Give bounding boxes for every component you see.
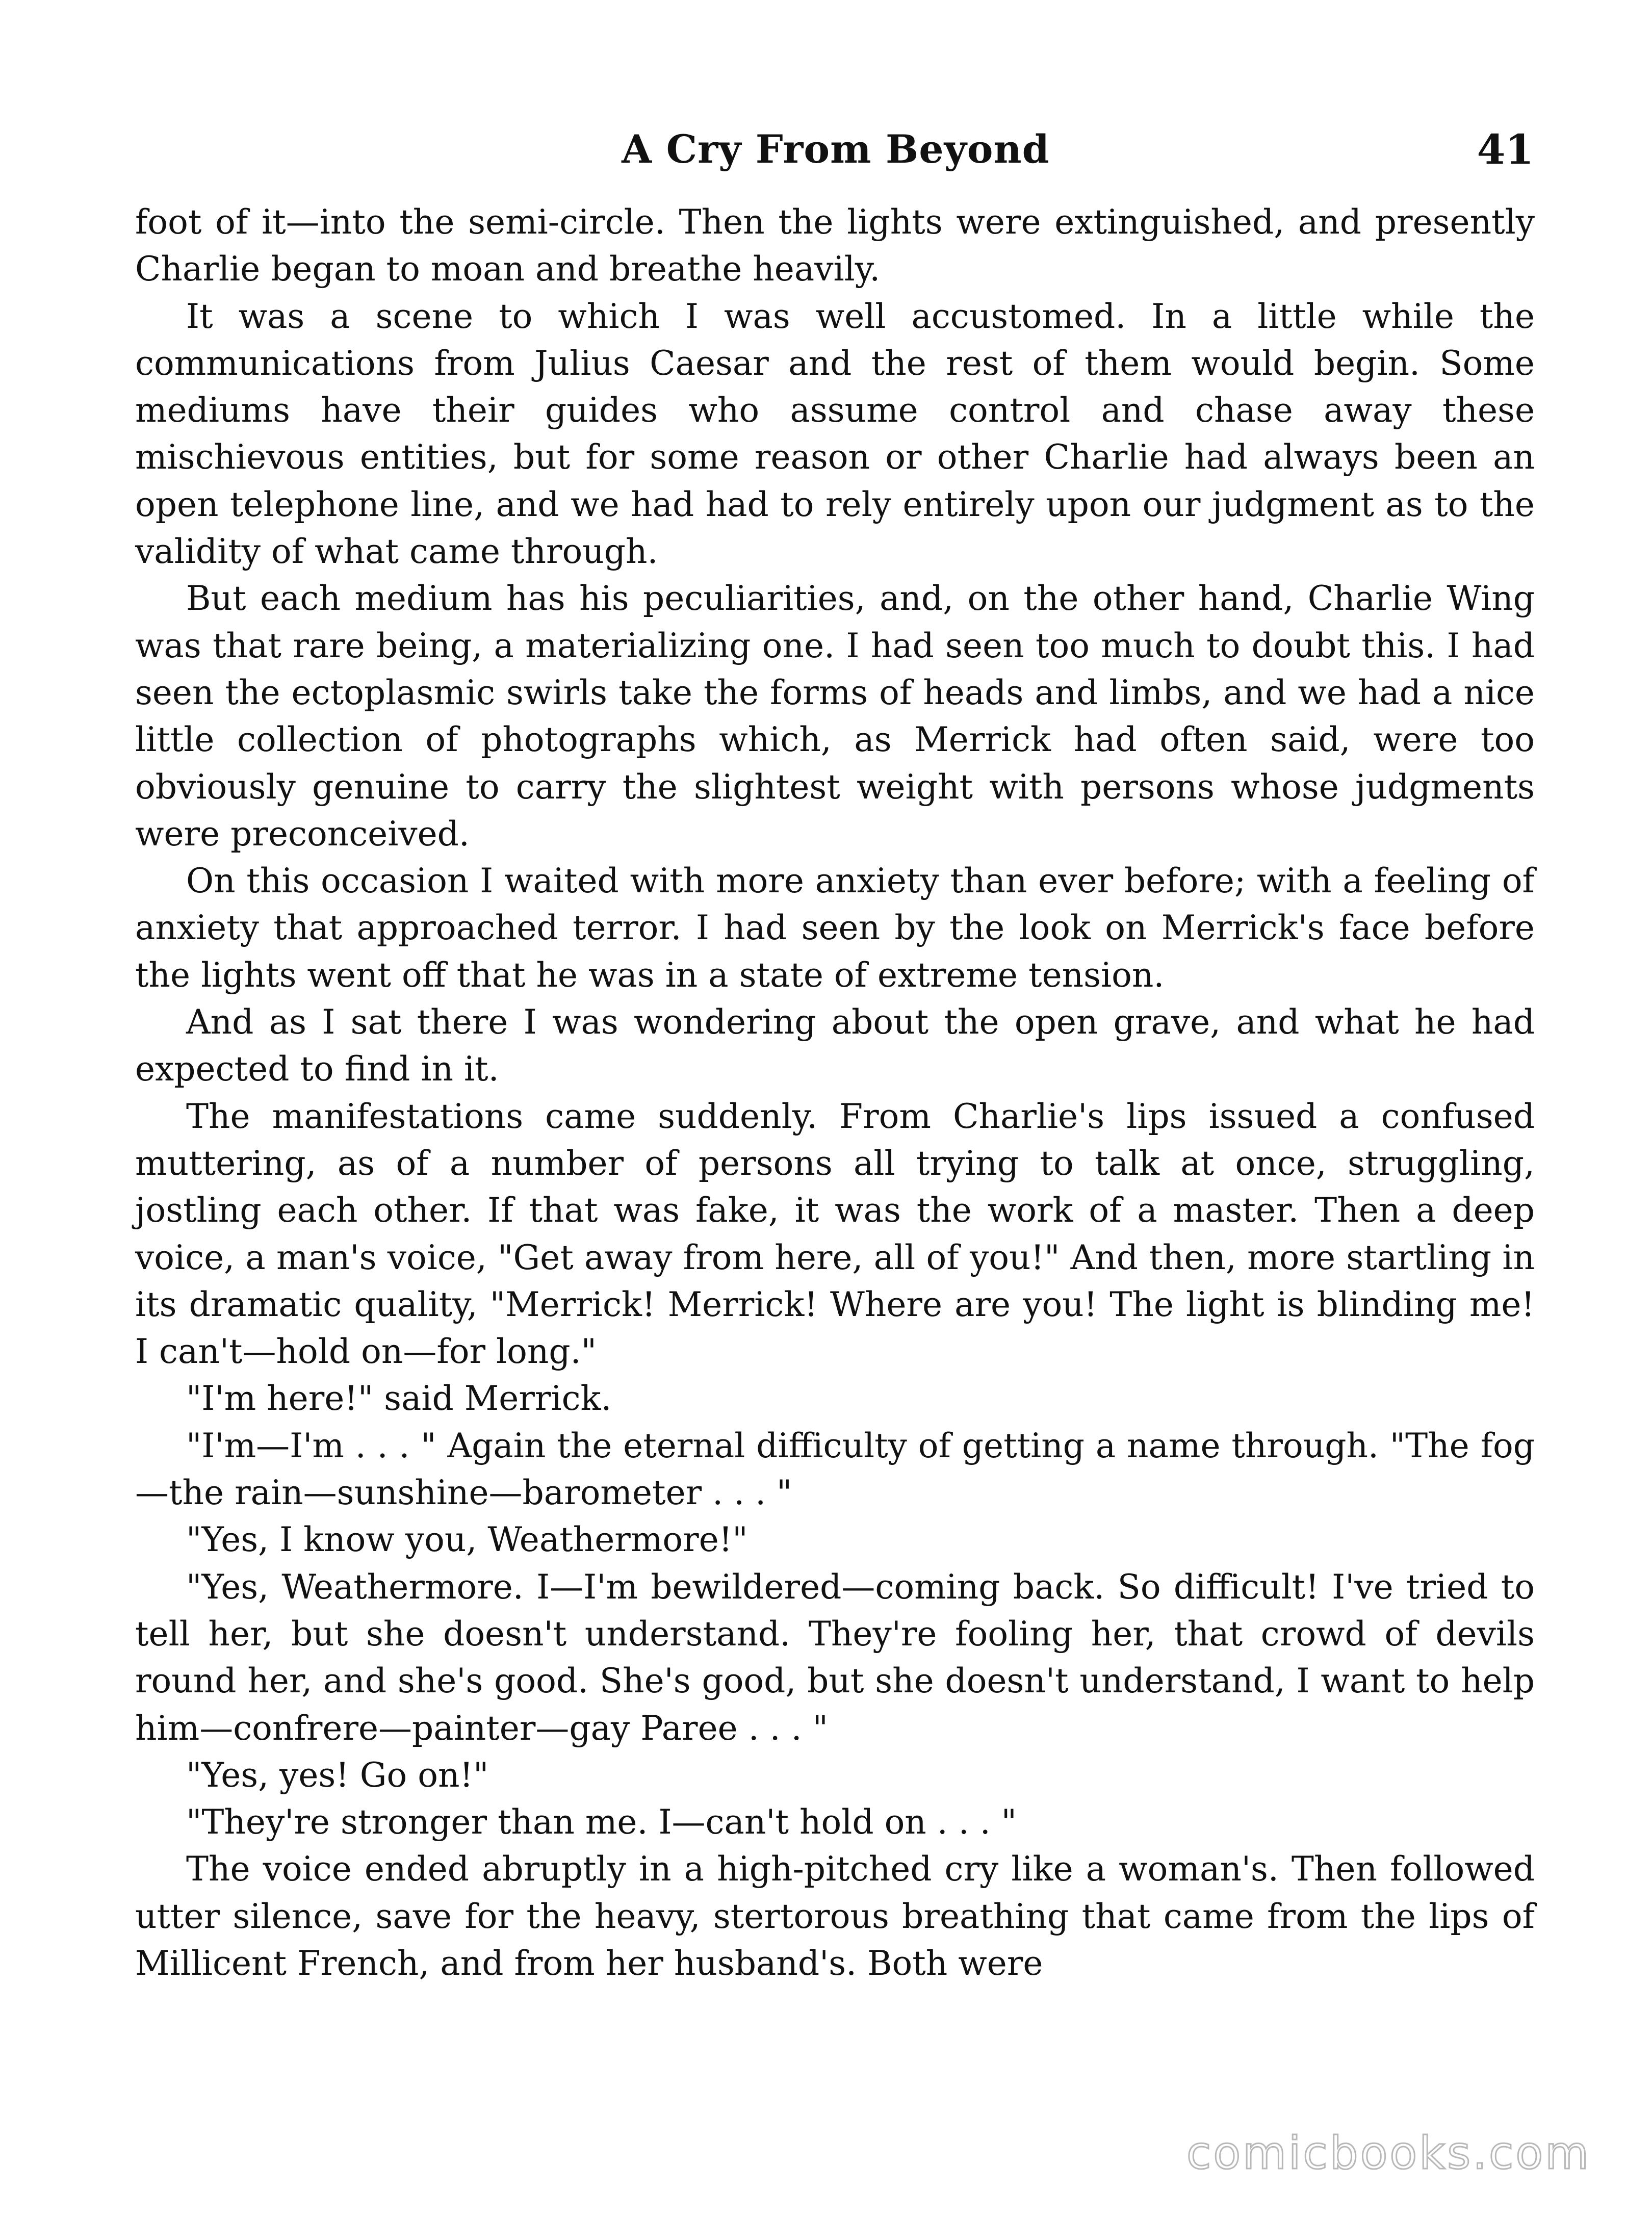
paragraph: It was a scene to which I was well accustomed. In a little while the communications from Julius Caesar and the rest of them would begin. Some mediums have their guides who assume control and chase away these mischievous entities, but for some reason or other Charlie had always been an open telephone line, and we had had to rely entirely upon our judgment as to the validity of what came through. <box>135 296 1535 572</box>
paragraph: On this occasion I waited with more anxiety than ever before; with a feeling of anxiety that approached terror. I had seen by the look on Merrick's face before the lights went off that he was in a state of extreme tension. <box>135 861 1535 995</box>
dialogue-line: "Yes, I know you, Weathermore!" <box>186 1520 748 1560</box>
dialogue-line: "Yes, yes! Go on!" <box>186 1755 489 1795</box>
running-title: A Cry From Beyond <box>622 126 1050 172</box>
dialogue-line: "They're stronger than me. I—can't hold on . . . " <box>186 1802 1017 1842</box>
paragraph: But each medium has his peculiarities, and, on the other hand, Charlie Wing was that rare being, a materializing one. I had seen too much to doubt this. I had seen the ectoplasmic swirls take the forms of heads and limbs, and we had a nice little collection of photographs which, as Merrick had often said, were too obviously genuine to carry the slightest weight with persons whose judgments were preconceived. <box>135 579 1535 854</box>
running-head <box>138 121 1534 177</box>
dialogue-line: "I'm—I'm . . . " Again the eternal difficulty of getting a name through. "The fog—the rain—sunshine—barometer . . . " <box>135 1426 1535 1513</box>
body-text <box>135 199 1535 1987</box>
paragraph: The manifestations came suddenly. From Charlie's lips issued a confused muttering, as of a number of persons all trying to talk at once, struggling, jostling each other. If that was fake, it was the work of a master. Then a deep voice, a man's voice, "Get away from here, all of you!" And then, more startling in its dramatic quality, "Merrick! Merrick! Where are you! The light is blinding me! I can't—hold on—for long." <box>135 1096 1535 1372</box>
paragraph-continued: foot of it—into the semi-circle. Then the lights were extinguished, and presently Charlie began to moan and breathe heavily. <box>135 202 1535 289</box>
paragraph: The voice ended abruptly in a high-pitched cry like a woman's. Then followed utter silence, save for the heavy, stertorous breathing that came from the lips of Millicent French, and from her husband's. Both were <box>135 1849 1535 1983</box>
watermark: comicbooks.com <box>1186 2127 1591 2179</box>
page-number: 41 <box>1477 125 1534 173</box>
dialogue-line: "Yes, Weathermore. I—I'm bewildered—coming back. So difficult! I've tried to tell her, but she doesn't understand. They're fooling her, that crowd of devils round her, and she's good. She's good, but she doesn't understand, I want to help him—confrere—painter—gay Paree . . . " <box>135 1567 1535 1748</box>
paragraph: And as I sat there I was wondering about the open grave, and what he had expected to find in it. <box>135 1002 1535 1089</box>
dialogue-line: "I'm here!" said Merrick. <box>186 1379 612 1419</box>
